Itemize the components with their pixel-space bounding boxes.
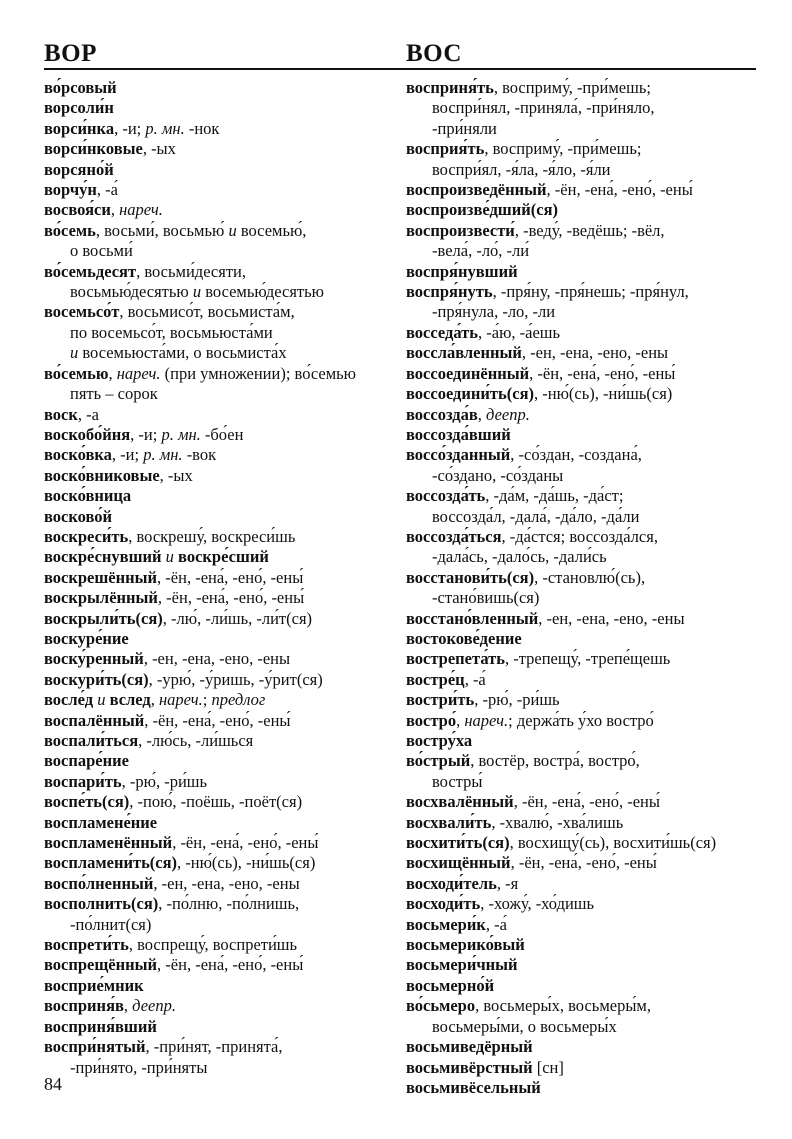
dictionary-entry bbox=[44, 200, 394, 220]
entry-grammar: восьмью́десятью и восемью́десятью bbox=[70, 282, 324, 302]
dictionary-entry bbox=[406, 792, 776, 812]
dictionary-entry bbox=[406, 405, 776, 425]
running-head-left: ВОР bbox=[44, 40, 97, 67]
dictionary-entry bbox=[44, 160, 394, 180]
entry-headword: ворчу́н bbox=[44, 180, 97, 200]
entry-grammar: , -ён, -ена́, -ено́, -ены́ bbox=[157, 567, 304, 587]
entry-continuation bbox=[44, 384, 394, 404]
dictionary-entry bbox=[406, 180, 776, 200]
entry-grammar: , -ен, -ена, -ено, -ены bbox=[521, 343, 669, 363]
entry-grammar: о восьми́ bbox=[70, 241, 133, 261]
entry-grammar: , -становлю́(сь), bbox=[534, 567, 646, 587]
entry-headword: воскре́снувший и воскре́сший bbox=[44, 547, 269, 567]
entry-headword: воспо́лненный bbox=[44, 873, 154, 893]
entry-continuation bbox=[406, 1017, 776, 1037]
entry-continuation bbox=[406, 507, 776, 527]
entry-continuation bbox=[406, 466, 776, 486]
entry-grammar: восьмеры́ми, о восьмеры́х bbox=[432, 1016, 617, 1036]
entry-headword: воско́вка bbox=[44, 445, 112, 465]
entry-continuation bbox=[44, 915, 394, 935]
entry-continuation bbox=[406, 302, 776, 322]
entry-continuation bbox=[44, 282, 394, 302]
dictionary-entry bbox=[44, 792, 394, 812]
dictionary-entry bbox=[406, 649, 776, 669]
dictionary-entry bbox=[44, 98, 394, 118]
dictionary-entry bbox=[44, 629, 394, 649]
entry-headword: восседа́ть bbox=[406, 322, 479, 342]
entry-headword: восьмери́чный bbox=[406, 955, 518, 975]
entry-grammar: , -лю́, -ли́шь, -ли́т(ся) bbox=[162, 608, 313, 628]
entry-headword: восвоя́си bbox=[44, 200, 111, 220]
dictionary-entry bbox=[406, 425, 776, 445]
entry-grammar: , -веду́, -ведёшь; -вёл, bbox=[514, 220, 665, 240]
entry-headword: восьмерно́й bbox=[406, 975, 495, 995]
entry-grammar: , -ен, -ена, -ено, -ены bbox=[153, 873, 300, 893]
entry-grammar: , нареч. bbox=[110, 200, 163, 220]
dictionary-entry bbox=[44, 445, 394, 465]
entry-continuation bbox=[44, 323, 394, 343]
entry-grammar: , -лю́сь, -ли́шься bbox=[138, 731, 254, 750]
right-column bbox=[406, 78, 776, 1098]
entry-grammar: , воспрещу́, воспрети́шь bbox=[128, 935, 298, 955]
entry-grammar: по восемьсо́т, восьмьюста́ми bbox=[70, 322, 273, 342]
entry-headword: воспроизведённый bbox=[406, 180, 547, 200]
dictionary-entry bbox=[44, 405, 394, 425]
entry-headword: воссла́вленный bbox=[406, 343, 522, 363]
entry-headword: во́сьмеро bbox=[406, 996, 476, 1016]
dictionary-entry bbox=[406, 221, 776, 241]
dictionary-entry bbox=[406, 751, 776, 771]
entry-grammar: , восьмеры́х, восьмеры́м, bbox=[475, 996, 651, 1016]
dictionary-entry bbox=[44, 711, 394, 731]
entry-grammar: пять – сорок bbox=[70, 384, 158, 404]
dictionary-entry bbox=[406, 527, 776, 547]
entry-headword: воспаре́ние bbox=[44, 751, 129, 771]
entry-grammar: , -ён, -ена́, -ено́, -ены́ bbox=[510, 853, 657, 873]
dictionary-entry bbox=[44, 751, 394, 771]
entry-grammar: , -ён, -ена́, -ено́, -ены́ bbox=[513, 792, 660, 812]
dictionary-entry bbox=[406, 364, 776, 384]
entry-headword: во́стрый bbox=[406, 751, 471, 771]
dictionary-entry bbox=[44, 833, 394, 853]
entry-headword: воссозда́в bbox=[406, 404, 478, 424]
entry-headword: воспе́ть(ся) bbox=[44, 792, 130, 812]
entry-headword: воссозда́ть bbox=[406, 486, 486, 506]
dictionary-entry bbox=[44, 119, 394, 139]
entry-headword: воспроизвести́ bbox=[406, 220, 515, 240]
dictionary-entry bbox=[44, 588, 394, 608]
entry-continuation bbox=[406, 119, 776, 139]
entry-headword: восхищённый bbox=[406, 853, 511, 873]
dictionary-entry bbox=[406, 139, 776, 159]
entry-grammar: , -ён, -ена́, -ено́, -ены́ bbox=[157, 955, 304, 975]
entry-grammar: , -и; р. мн. -нок bbox=[114, 118, 220, 138]
dictionary-entry bbox=[406, 813, 776, 833]
entry-headword: воскури́ть(ся) bbox=[44, 669, 149, 689]
entry-headword: воспалённый bbox=[44, 710, 145, 730]
entry-headword: воспрети́ть bbox=[44, 935, 129, 955]
entry-grammar: , -ых bbox=[142, 139, 176, 159]
entry-grammar: , -ён, -ена́, -ено́, -ены́ bbox=[172, 833, 319, 853]
entry-grammar: и восемьюста́ми, о восьмиста́х bbox=[70, 343, 287, 363]
entry-grammar: , восприму́, -при́мешь; bbox=[493, 78, 651, 97]
entry-headword: воско́вниковые bbox=[44, 465, 160, 485]
entry-continuation bbox=[44, 1058, 394, 1078]
entry-headword: ворсоли́н bbox=[44, 98, 114, 118]
entry-grammar: , -а bbox=[77, 404, 99, 424]
dictionary-entry bbox=[44, 221, 394, 241]
entry-grammar: , -ён, -ена́, -ено́, -ены́ bbox=[157, 588, 305, 608]
entry-headword: воскуре́ние bbox=[44, 628, 129, 648]
dictionary-entry bbox=[44, 649, 394, 669]
entry-headword: во́рсовый bbox=[44, 78, 117, 97]
entry-headword: восприе́мник bbox=[44, 975, 144, 995]
entry-grammar: -со́здано, -со́зданы bbox=[432, 465, 564, 485]
entry-headword: восполнить(ся) bbox=[44, 894, 159, 914]
dictionary-entry bbox=[44, 568, 394, 588]
dictionary-entry bbox=[44, 935, 394, 955]
entry-headword: ворси́нковые bbox=[44, 139, 143, 159]
entry-headword: воспари́ть bbox=[44, 771, 122, 791]
entry-headword: воссозда́вший bbox=[406, 424, 511, 444]
dictionary-entry bbox=[406, 935, 776, 955]
entry-grammar: , -ню́(сь), -ни́шь(ся) bbox=[534, 384, 673, 404]
dictionary-entry bbox=[406, 262, 776, 282]
entry-grammar: , -а́ bbox=[96, 180, 118, 200]
entry-continuation bbox=[44, 343, 394, 363]
dictionary-entry bbox=[44, 486, 394, 506]
entry-grammar: , восьми́, восьмью́ и восемью́, bbox=[95, 220, 307, 240]
entry-grammar: , -рю́, -ри́шь bbox=[121, 771, 208, 791]
entry-grammar: , -со́здан, -создана́, bbox=[510, 445, 642, 465]
entry-headword: воспря́нувший bbox=[406, 261, 518, 281]
dictionary-entry bbox=[406, 1058, 776, 1078]
entry-headword: воскрыли́ть(ся) bbox=[44, 608, 163, 628]
dictionary-entry bbox=[44, 364, 394, 384]
entry-headword: восприня́ть bbox=[406, 78, 494, 97]
entry-grammar: , -да́м, -да́шь, -да́ст; bbox=[485, 486, 624, 506]
entry-headword: во́семьдесят bbox=[44, 261, 137, 281]
dictionary-entry bbox=[406, 690, 776, 710]
entry-headword: воссоединённый bbox=[406, 363, 530, 383]
entry-grammar: , нареч. (при умножении); во́семью bbox=[108, 363, 357, 383]
entry-headword: востро́ bbox=[406, 710, 457, 730]
entry-grammar: , -ён, -ена́, -ено́, -ены́ bbox=[529, 363, 676, 383]
entry-grammar: , воскрешу́, воскреси́шь bbox=[128, 526, 296, 546]
entry-headword: восково́й bbox=[44, 506, 113, 526]
entry-headword: воскреси́ть bbox=[44, 526, 129, 546]
dictionary-entry bbox=[406, 711, 776, 731]
entry-headword: восьмерико́вый bbox=[406, 935, 525, 955]
dictionary-entry bbox=[44, 425, 394, 445]
entry-grammar: , -да́стся; воссозда́лся, bbox=[501, 526, 658, 546]
entry-grammar: , -а́ bbox=[464, 669, 486, 689]
entry-headword: восприня́в bbox=[44, 996, 124, 1016]
dictionary-entry bbox=[406, 853, 776, 873]
entry-grammar: востры́ bbox=[432, 771, 483, 791]
entry-grammar: , -трепещу́, -трепе́щешь bbox=[504, 649, 671, 669]
entry-continuation bbox=[406, 588, 776, 608]
entry-grammar: , нареч.; предлог bbox=[150, 690, 266, 710]
dictionary-entry bbox=[406, 670, 776, 690]
entry-grammar: -при́нято, -при́няты bbox=[70, 1057, 208, 1077]
entry-headword: восстанови́ть(ся) bbox=[406, 567, 535, 587]
entry-grammar: -пря́нула, -ло, -ли bbox=[432, 302, 556, 322]
dictionary-entry bbox=[44, 180, 394, 200]
entry-headword: восьмивёсельный bbox=[406, 1077, 541, 1097]
dictionary-entry bbox=[44, 996, 394, 1016]
entry-grammar: , -ых bbox=[159, 465, 193, 485]
dictionary-entry bbox=[406, 445, 776, 465]
dictionary-entry bbox=[406, 629, 776, 649]
dictionary-entry bbox=[44, 507, 394, 527]
entry-headword: восстано́вленный bbox=[406, 608, 539, 628]
entry-headword: воспламенённый bbox=[44, 833, 173, 853]
entry-headword: воссоедини́ть(ся) bbox=[406, 384, 534, 404]
dictionary-entry bbox=[406, 955, 776, 975]
dictionary-entry bbox=[406, 894, 776, 914]
entry-headword: во́семью bbox=[44, 363, 109, 383]
entry-headword: воскрылённый bbox=[44, 588, 158, 608]
entry-grammar: воспри́нял, -приняла́, -при́няло, bbox=[432, 98, 655, 118]
page-number: 84 bbox=[44, 1074, 62, 1094]
entry-grammar: -дала́сь, -дало́сь, -дали́сь bbox=[432, 547, 607, 567]
entry-grammar: , -хвалю́, -хва́лишь bbox=[491, 812, 624, 832]
entry-headword: восхвалённый bbox=[406, 792, 514, 812]
entry-grammar: , восхищу́(сь), восхити́шь(ся) bbox=[509, 833, 717, 853]
entry-headword: воско́вница bbox=[44, 486, 132, 506]
entry-grammar: , -пря́ну, -пря́нешь; -пря́нул, bbox=[492, 282, 689, 302]
header-rule bbox=[44, 68, 756, 70]
dictionary-entry bbox=[44, 976, 394, 996]
dictionary-entry bbox=[406, 343, 776, 363]
entry-grammar: , -ён, -ена́, -ено́, -ены́ bbox=[546, 180, 693, 200]
entry-grammar: -при́няли bbox=[432, 118, 497, 138]
entry-headword: воспроизве́дший(ся) bbox=[406, 200, 558, 220]
dictionary-entry bbox=[44, 139, 394, 159]
dictionary-entry bbox=[406, 200, 776, 220]
left-column bbox=[44, 78, 394, 1078]
dictionary-entry bbox=[406, 568, 776, 588]
dictionary-entry bbox=[406, 323, 776, 343]
entry-grammar: , -ён, -ена́, -ено́, -ены́ bbox=[144, 710, 291, 730]
entry-grammar: , -я bbox=[496, 873, 519, 893]
entry-headword: восхити́ть(ся) bbox=[406, 833, 510, 853]
entry-headword: восприя́ть bbox=[406, 139, 485, 159]
entry-headword: воск bbox=[44, 404, 78, 424]
dictionary-entry bbox=[406, 976, 776, 996]
entry-grammar: , -и; р. мн. -вок bbox=[111, 445, 217, 465]
entry-continuation bbox=[406, 547, 776, 567]
dictionary-entry bbox=[44, 894, 394, 914]
dictionary-entry bbox=[44, 1017, 394, 1037]
dictionary-entry bbox=[44, 731, 394, 751]
entry-headword: воссозда́ться bbox=[406, 526, 502, 546]
dictionary-entry bbox=[44, 874, 394, 894]
entry-headword: воспрещённый bbox=[44, 955, 158, 975]
entry-continuation bbox=[406, 241, 776, 261]
dictionary-entry bbox=[44, 547, 394, 567]
dictionary-entry bbox=[406, 915, 776, 935]
entry-grammar: , -пою́, -поёшь, -поёт(ся) bbox=[129, 792, 303, 812]
entry-grammar: , -а́ю, -а́ешь bbox=[478, 322, 561, 342]
entry-grammar: , -ен, -ена, -ено, -ены bbox=[143, 649, 291, 669]
entry-grammar: , -при́нят, -принята́, bbox=[145, 1037, 283, 1057]
dictionary-entry bbox=[406, 731, 776, 751]
entry-headword: восьмивёрстный bbox=[406, 1057, 533, 1077]
entry-headword: воспламени́ть(ся) bbox=[44, 853, 178, 873]
entry-headword: восле́д и вслед bbox=[44, 690, 151, 710]
dictionary-entry bbox=[44, 527, 394, 547]
dictionary-entry bbox=[44, 955, 394, 975]
entry-grammar: , -рю́, -ри́шь bbox=[474, 690, 560, 710]
entry-headword: во́семь bbox=[44, 220, 96, 240]
entry-grammar: , восьмисо́т, восьмиста́м, bbox=[119, 302, 295, 322]
dictionary-entry bbox=[406, 609, 776, 629]
entry-grammar: , -а́ bbox=[485, 914, 507, 934]
entry-headword: востри́ть bbox=[406, 690, 475, 710]
entry-headword: восьмери́к bbox=[406, 914, 486, 934]
dictionary-entry bbox=[44, 302, 394, 322]
entry-grammar: , -ен, -ена, -ено, -ены bbox=[538, 608, 685, 628]
entry-grammar: , восприму́, -при́мешь; bbox=[484, 139, 642, 159]
entry-headword: воспали́ться bbox=[44, 731, 139, 750]
entry-headword: воспламене́ние bbox=[44, 812, 158, 832]
dictionary-entry bbox=[44, 670, 394, 690]
dictionary-entry bbox=[44, 78, 394, 98]
entry-grammar: -стано́вишь(ся) bbox=[432, 588, 540, 608]
dictionary-entry bbox=[406, 833, 776, 853]
entry-grammar: [сн] bbox=[532, 1057, 564, 1077]
dictionary-entry bbox=[406, 1078, 776, 1098]
entry-headword: воску́ренный bbox=[44, 649, 144, 669]
dictionary-entry bbox=[406, 874, 776, 894]
entry-headword: воспря́нуть bbox=[406, 282, 493, 302]
dictionary-entry bbox=[406, 78, 776, 98]
dictionary-entry bbox=[406, 1037, 776, 1057]
entry-grammar: , -ню́(сь), -ни́шь(ся) bbox=[177, 853, 316, 873]
entry-headword: восходи́тель bbox=[406, 873, 497, 893]
entry-grammar: , нареч.; держа́ть у́хо востро́ bbox=[456, 710, 654, 730]
dictionary-entry bbox=[406, 384, 776, 404]
entry-grammar: воссозда́л, -дала́, -да́ло, -да́ли bbox=[432, 506, 640, 526]
entry-headword: восемьсо́т bbox=[44, 302, 120, 322]
entry-headword: ворсяно́й bbox=[44, 159, 114, 179]
dictionary-entry bbox=[44, 690, 394, 710]
dictionary-entry bbox=[44, 609, 394, 629]
entry-headword: востру́ха bbox=[406, 731, 473, 750]
entry-grammar: , -хожу́, -хо́дишь bbox=[480, 894, 595, 914]
entry-grammar: -по́лнит(ся) bbox=[70, 914, 152, 934]
entry-grammar: , деепр. bbox=[477, 404, 530, 424]
running-head-right: ВОС bbox=[406, 40, 462, 67]
entry-headword: восприня́вший bbox=[44, 1016, 157, 1036]
dictionary-entry bbox=[44, 772, 394, 792]
entry-headword: воссо́зданный bbox=[406, 445, 511, 465]
entry-headword: вострепета́ть bbox=[406, 649, 505, 669]
entry-headword: востре́ц bbox=[406, 669, 465, 689]
entry-headword: восхвали́ть bbox=[406, 812, 492, 832]
dictionary-entry bbox=[406, 282, 776, 302]
entry-headword: восьмиведёрный bbox=[406, 1037, 533, 1057]
dictionary-entry bbox=[44, 466, 394, 486]
dictionary-entry bbox=[406, 486, 776, 506]
entry-grammar: , -и; р. мн. -бо́ен bbox=[130, 424, 244, 444]
entry-grammar: , деепр. bbox=[123, 996, 176, 1016]
entry-grammar: , -урю́, -у́ришь, -у́рит(ся) bbox=[148, 669, 323, 689]
dictionary-entry bbox=[44, 813, 394, 833]
entry-grammar: воспри́ял, -я́ла, -я́ло, -я́ли bbox=[432, 159, 611, 179]
entry-headword: воспри́нятый bbox=[44, 1037, 146, 1057]
entry-continuation bbox=[406, 772, 776, 792]
entry-grammar: , восьми́десяти, bbox=[136, 261, 247, 281]
dictionary-entry bbox=[406, 996, 776, 1016]
dictionary-entry bbox=[44, 1037, 394, 1057]
entry-headword: воскобо́йня bbox=[44, 424, 131, 444]
entry-grammar: , -по́лню, -по́лнишь, bbox=[158, 894, 300, 914]
entry-continuation bbox=[44, 241, 394, 261]
entry-headword: воскрешённый bbox=[44, 567, 158, 587]
entry-continuation bbox=[406, 160, 776, 180]
entry-grammar: -вела́, -ло́, -ли́ bbox=[432, 241, 530, 261]
entry-continuation bbox=[406, 98, 776, 118]
dictionary-entry bbox=[44, 262, 394, 282]
entry-headword: ворси́нка bbox=[44, 118, 115, 138]
entry-headword: восходи́ть bbox=[406, 894, 481, 914]
entry-grammar: , востёр, востра́, востро́, bbox=[470, 751, 640, 771]
entry-headword: востокове́дение bbox=[406, 628, 522, 648]
dictionary-entry bbox=[44, 853, 394, 873]
